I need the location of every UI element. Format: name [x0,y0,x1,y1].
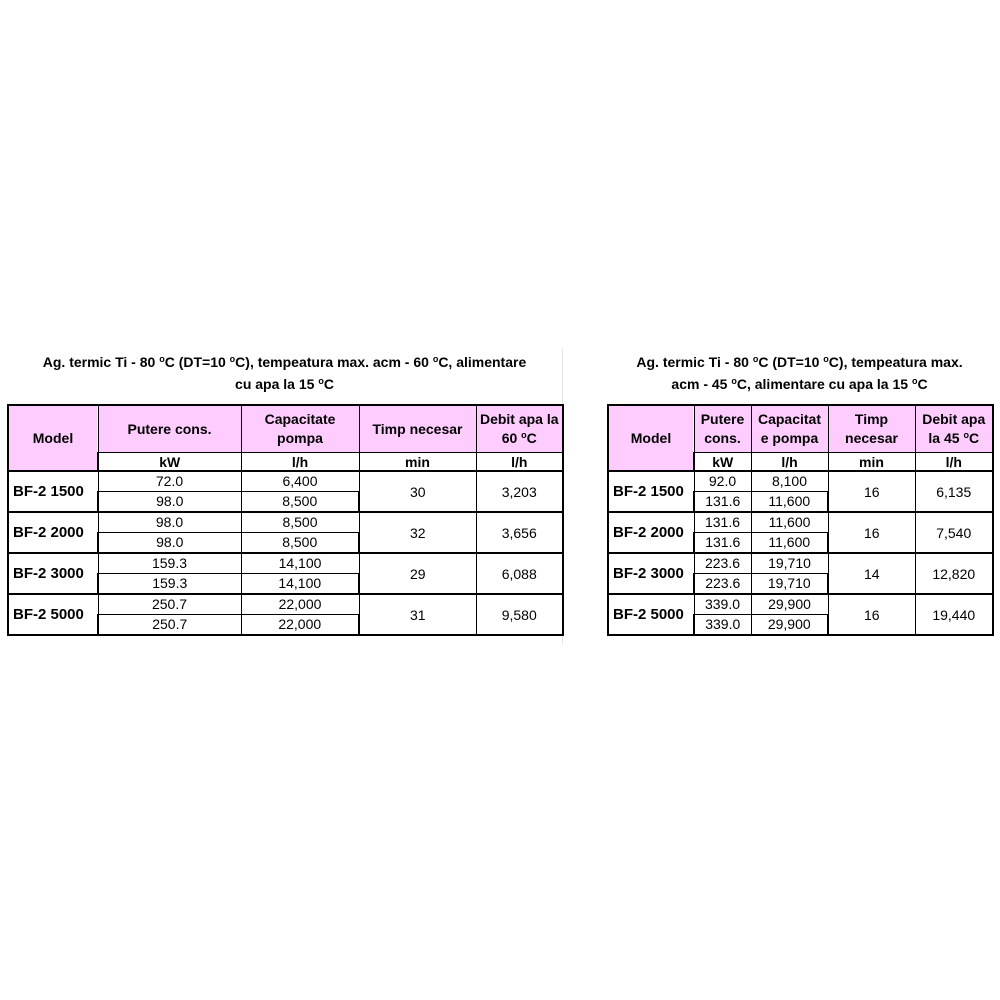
flow-cell: 6,135 [915,471,993,512]
time-cell: 16 [828,512,915,553]
model-cell: BF-2 1500 [608,471,694,512]
col-header-power: Putere cons. [694,405,751,453]
col-header-flow [915,405,993,453]
power-cell: 98.0 [98,533,241,554]
title-text: C), tempeatura max. acm - 60 [235,354,429,370]
title-text: C [917,376,928,392]
table-row [8,594,563,615]
table-row [8,471,563,492]
pump-cell: 29,900 [751,615,828,636]
flow-cell: 3,203 [476,471,563,512]
power-cell: 223.6 [694,553,751,574]
col-header-flow-text: Debit apa la 60 [479,411,559,446]
table-row [608,471,993,492]
title-text: acm - 45 [671,376,728,392]
pump-cell: 14,100 [241,574,359,595]
table-block-60c [7,348,562,636]
degree-sup: o [752,354,759,364]
pump-cell: 22,000 [241,615,359,636]
power-cell: 131.6 [694,533,751,554]
power-cell: 98.0 [98,512,241,533]
col-header-flow-text: Debit apa la 45 [922,411,986,446]
degree-sup: o [229,354,236,364]
degree-sup: o [823,354,829,364]
table-title-60c [7,348,562,404]
title-text: Ag. termic Ti - 80 [42,354,156,370]
table-row [608,512,993,533]
model-cell: BF-2 3000 [608,553,694,594]
model-cell: BF-2 3000 [8,553,98,594]
pump-cell: 22,000 [241,594,359,615]
pump-cell: 29,900 [751,594,828,615]
data-table-45c [607,404,994,636]
pump-cell: 8,500 [241,533,359,554]
flow-cell: 12,820 [915,553,993,594]
time-cell: 16 [828,594,915,635]
header-row [608,405,993,453]
pump-cell: 8,500 [241,492,359,513]
title-text: C), tempeatura max. [828,354,963,370]
flow-cell: 9,580 [476,594,563,635]
title-text: C (DT=10 [758,354,820,370]
power-cell: 250.7 [98,615,241,636]
col-header-model: Model [608,405,694,471]
col-header-model: Model [8,405,98,471]
flow-cell: 3,656 [476,512,563,553]
table-block-45c [607,348,992,636]
pump-cell: 11,600 [751,512,828,533]
pump-cell: 8,500 [241,512,359,533]
degree-sup: o [911,376,918,386]
sheet-gap [562,348,608,645]
time-cell: 29 [359,553,476,594]
pump-cell: 19,710 [751,553,828,574]
power-cell: 92.0 [694,471,751,492]
power-cell: 339.0 [694,615,751,636]
degree-sup: o [731,376,737,386]
title-text: C, alimentare [438,354,527,370]
table-row [608,553,993,574]
header-row [8,405,563,453]
unit-time: min [828,453,915,472]
col-header-time: Timp necesar [359,405,476,453]
title-text: cu apa la 15 [235,376,315,392]
time-cell: 16 [828,471,915,512]
title-text: C [323,376,334,392]
degree-sup: o [159,354,165,364]
time-cell: 31 [359,594,476,635]
unit-pump: l/h [241,453,359,472]
degree-sup: o [521,430,527,440]
time-cell: 30 [359,471,476,512]
time-cell: 14 [828,553,915,594]
degree-sup: o [963,430,969,440]
col-header-flow [476,405,563,453]
flow-cell: 7,540 [915,512,993,553]
unit-power: kW [694,453,751,472]
table-row [608,594,993,615]
model-cell: BF-2 5000 [8,594,98,635]
model-cell: BF-2 2000 [608,512,694,553]
model-cell: BF-2 5000 [608,594,694,635]
unit-time: min [359,453,476,472]
power-cell: 223.6 [694,574,751,595]
col-header-power: Putere cons. [98,405,241,453]
unit-power: kW [98,453,241,472]
pump-cell: 11,600 [751,533,828,554]
unit-flow: l/h [476,453,563,472]
power-cell: 250.7 [98,594,241,615]
unit-pump: l/h [751,453,828,472]
power-cell: 159.3 [98,574,241,595]
title-text: Ag. termic Ti - 80 [636,354,749,370]
col-header-flow-unit: C [526,430,537,446]
col-header-pump: Capacitat e pompa [751,405,828,453]
table-row [8,512,563,533]
title-text: C (DT=10 [164,354,226,370]
table-row [8,553,563,574]
model-cell: BF-2 2000 [8,512,98,553]
power-cell: 131.6 [694,512,751,533]
pump-cell: 14,100 [241,553,359,574]
pump-cell: 19,710 [751,574,828,595]
col-header-pump: Capacitate pompa [241,405,359,453]
unit-flow: l/h [915,453,993,472]
data-table-60c [7,404,564,636]
col-header-time: Timp necesar [828,405,915,453]
power-cell: 98.0 [98,492,241,513]
pump-cell: 8,100 [751,471,828,492]
degree-sup: o [432,354,439,364]
model-cell: BF-2 1500 [8,471,98,512]
degree-sup: o [318,376,324,386]
flow-cell: 19,440 [915,594,993,635]
power-cell: 339.0 [694,594,751,615]
power-cell: 72.0 [98,471,241,492]
power-cell: 159.3 [98,553,241,574]
col-header-flow-unit: C [968,430,980,446]
pump-cell: 11,600 [751,492,828,513]
flow-cell: 6,088 [476,553,563,594]
power-cell: 131.6 [694,492,751,513]
title-text: C, alimentare cu apa la 15 [736,376,909,392]
pump-cell: 6,400 [241,471,359,492]
table-title-45c [607,348,992,404]
time-cell: 32 [359,512,476,553]
